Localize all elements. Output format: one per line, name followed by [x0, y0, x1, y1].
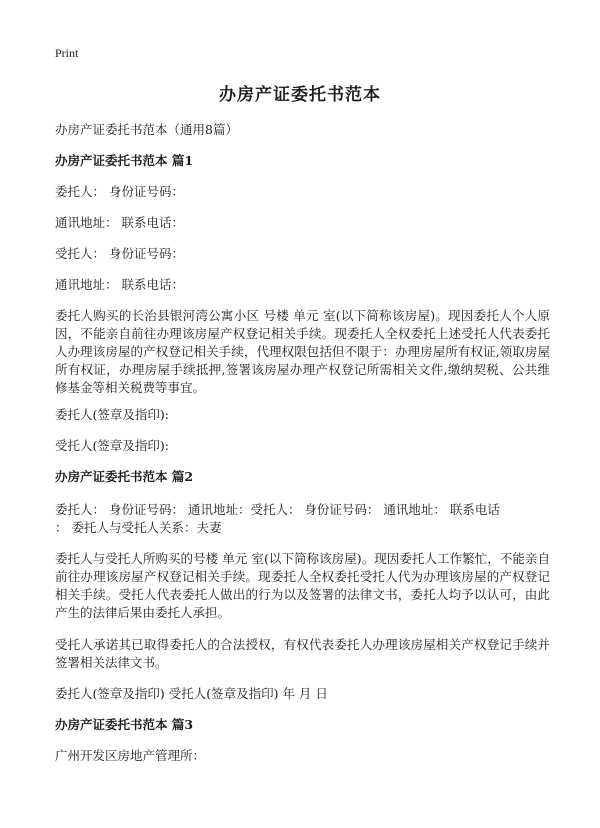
- section-2-line-2: ： 委托人与受托人关系：夫妻: [55, 520, 222, 535]
- section-3-line-1: 广州开发区房地产管理所：: [55, 748, 206, 763]
- section-1-body: 委托人购买的长治县银河湾公寓小区 号楼 单元 室(以下简称该房屋)。现因委托人个人原因，不能亲自前往办理该房屋产权登记相关手续。现委托人全权委托上述受托人代表委托人办理该房屋的产权登记相关手续，代理权限包括但不限于：办理房屋所有权证,领取房屋所有权证，办理房屋手续抵押,签署该房屋办理产权登记所需相关文件,缴纳契税、公共维修基金等相关税费等事宜。: [55, 308, 550, 395]
- section-1-line-4: 通讯地址： 联系电话：: [55, 277, 184, 292]
- intro-paragraph: 办房产证委托书范本（通用8篇）: [55, 122, 238, 137]
- section-1-sign-principal: 委托人(签章及指印):: [55, 407, 169, 422]
- section-1-sign-agent: 受托人(签章及指印):: [55, 438, 169, 453]
- section-2-heading: 办房产证委托书范本 篇2: [55, 469, 194, 484]
- print-label[interactable]: Print: [55, 46, 79, 60]
- section-1-line-2: 通讯地址： 联系电话：: [55, 215, 184, 230]
- section-1-line-1: 委托人： 身份证号码：: [55, 184, 184, 199]
- section-3-heading: 办房产证委托书范本 篇3: [55, 717, 194, 732]
- section-1-line-3: 受托人： 身份证号码：: [55, 246, 184, 261]
- section-2-body-2: 受托人承诺其已取得委托人的合法授权，有权代表委托人办理该房屋相关产权登记手续并签署相关法律文书。: [55, 637, 550, 670]
- document-title: 办房产证委托书范本: [219, 85, 381, 105]
- section-2-line-1: 委托人： 身份证号码： 通讯地址：受托人： 身份证号码： 通讯地址： 联系电话: [55, 502, 500, 517]
- section-2-sign: 委托人(签章及指印) 受托人(签章及指印) 年 月 日: [55, 686, 328, 701]
- section-1-heading: 办房产证委托书范本 篇1: [55, 153, 194, 168]
- section-2-body-1: 委托人与受托人所购买的号楼 单元 室(以下简称该房屋)。现因委托人工作繁忙，不能亲自前往办理该房屋产权登记相关手续。现委托人全权委托受托人代为办理该房屋的产权登记相关手续。受托人代表委托人做出的行为以及签署的法律文书，委托人均予以认可，由此产生的法律后果由委托人承担。: [55, 551, 550, 620]
